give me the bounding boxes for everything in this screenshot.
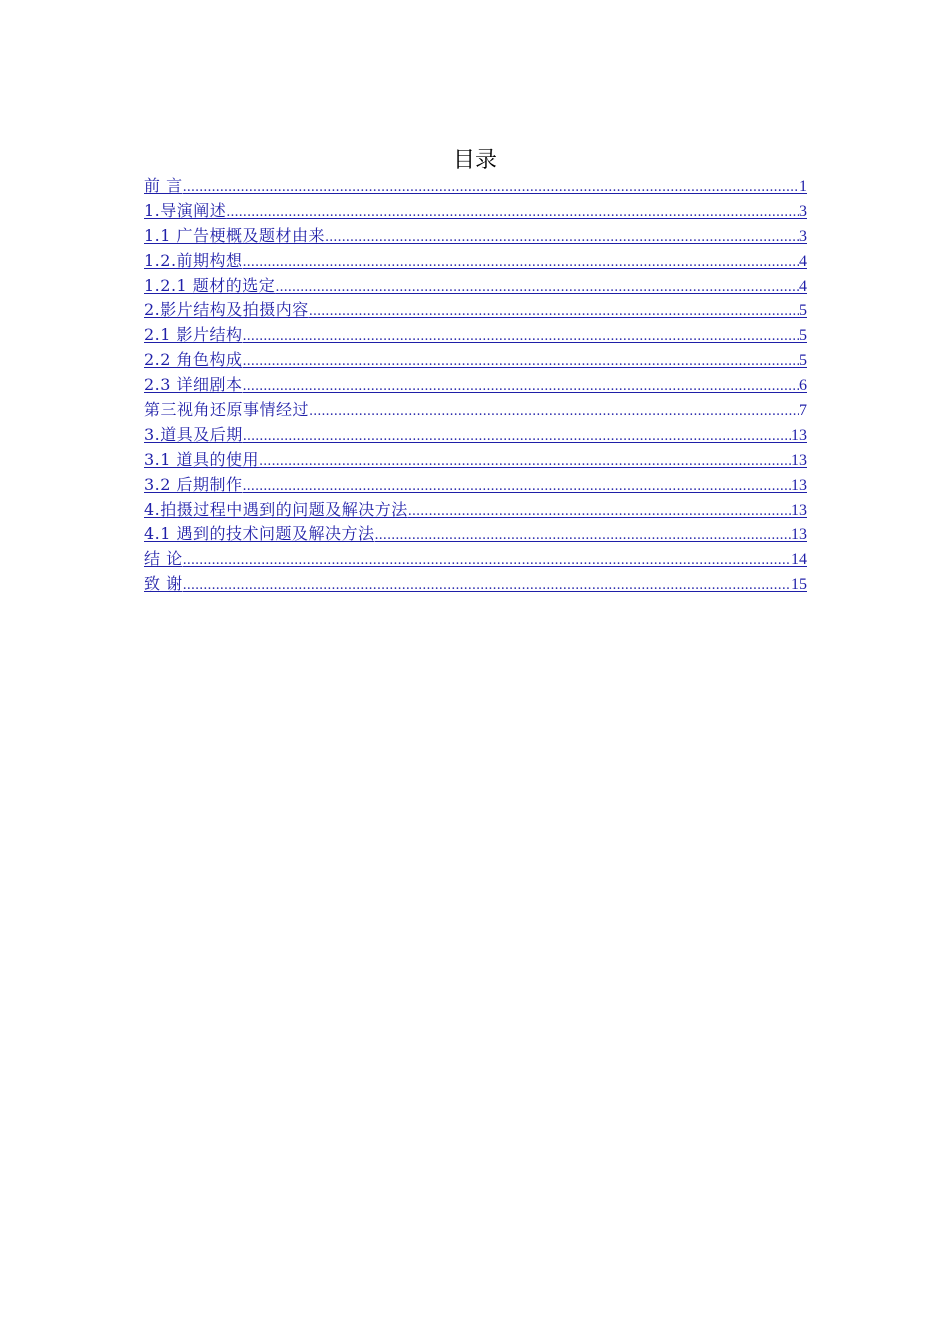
toc-entry-label: 1.1 广告梗概及题材由来 (144, 225, 326, 245)
dot-leader (243, 475, 791, 500)
toc-entry-label: 3.2 后期制作 (144, 474, 243, 494)
toc-entry-label: 结 论 (144, 549, 183, 569)
toc-entry-page: 7 (799, 402, 807, 420)
toc-entry-label: 1.2.前期构想 (144, 250, 243, 270)
toc-entry-label: 4.1 遇到的技术问题及解决方法 (144, 524, 375, 544)
toc-entry-character-composition[interactable] (144, 348, 807, 373)
dot-leader (226, 201, 799, 226)
toc-entry-page: 3 (799, 202, 807, 220)
toc-entry-label: 第三视角还原事情经过 (144, 400, 310, 420)
toc-entry-preliminary-concept[interactable] (144, 249, 807, 274)
toc-entry-film-structure-content[interactable] (144, 298, 807, 323)
dot-leader (259, 450, 791, 475)
dot-leader (243, 350, 799, 375)
toc-entry-topic-selection[interactable] (144, 274, 807, 299)
toc-entry-acknowledgements[interactable] (144, 572, 807, 597)
dot-leader (309, 400, 799, 425)
toc-entry-page: 15 (791, 576, 807, 594)
toc-entry-page: 4 (799, 277, 807, 295)
dot-leader (408, 500, 791, 525)
table-of-contents (144, 174, 807, 597)
toc-entry-label: 3.1 道具的使用 (144, 449, 260, 469)
toc-entry-page: 14 (791, 551, 807, 569)
dot-leader (243, 325, 799, 350)
dot-leader (243, 425, 791, 450)
toc-entry-page: 4 (799, 252, 807, 270)
toc-entry-page: 3 (799, 227, 807, 245)
toc-entry-page: 5 (799, 327, 807, 345)
toc-entry-props-usage[interactable] (144, 448, 807, 473)
toc-entry-technical-problems[interactable] (144, 522, 807, 547)
toc-entry-film-structure[interactable] (144, 323, 807, 348)
toc-entry-page: 13 (791, 476, 807, 494)
dot-leader (275, 276, 799, 301)
dot-leader (325, 226, 799, 251)
toc-entry-page: 13 (791, 426, 807, 444)
dot-leader (183, 574, 791, 599)
toc-entry-label: 前 言 (144, 176, 183, 195)
toc-entry-director-statement[interactable] (144, 199, 807, 224)
toc-entry-label: 3.道具及后期 (144, 424, 243, 444)
toc-entry-page: 1 (799, 178, 807, 195)
toc-entry-label: 4.拍摄过程中遇到的问题及解决方法 (144, 499, 408, 519)
toc-entry-label: 1.2.1 题材的选定 (144, 275, 276, 295)
toc-entry-label: 2.影片结构及拍摄内容 (144, 300, 309, 320)
toc-entry-conclusion[interactable] (144, 547, 807, 572)
toc-entry-page: 13 (791, 501, 807, 519)
toc-entry-preface[interactable] (144, 174, 807, 199)
toc-entry-ad-synopsis[interactable] (144, 224, 807, 249)
toc-entry-label: 2.1 影片结构 (144, 325, 243, 345)
toc-entry-label: 2.3 详细剧本 (144, 375, 243, 395)
toc-entry-page: 5 (799, 352, 807, 370)
toc-entry-label: 致 谢 (144, 574, 183, 594)
toc-entry-page: 5 (799, 302, 807, 320)
dot-leader (309, 300, 799, 325)
dot-leader (183, 176, 799, 201)
dot-leader (243, 375, 799, 400)
toc-title: 目录 (452, 148, 497, 173)
toc-entry-page: 13 (791, 526, 807, 544)
toc-entry-page: 13 (791, 451, 807, 469)
dot-leader (243, 251, 799, 276)
dot-leader (375, 524, 791, 549)
toc-entry-post-production[interactable] (144, 473, 807, 498)
toc-entry-props-post[interactable] (144, 423, 807, 448)
toc-entry-detailed-script[interactable] (144, 373, 807, 398)
toc-entry-label: 1.导演阐述 (144, 200, 227, 220)
toc-entry-third-perspective[interactable] (144, 398, 807, 423)
toc-entry-page: 6 (799, 377, 807, 395)
toc-entry-shooting-problems[interactable] (144, 498, 807, 523)
toc-entry-label: 2.2 角色构成 (144, 350, 243, 370)
dot-leader (183, 549, 791, 574)
